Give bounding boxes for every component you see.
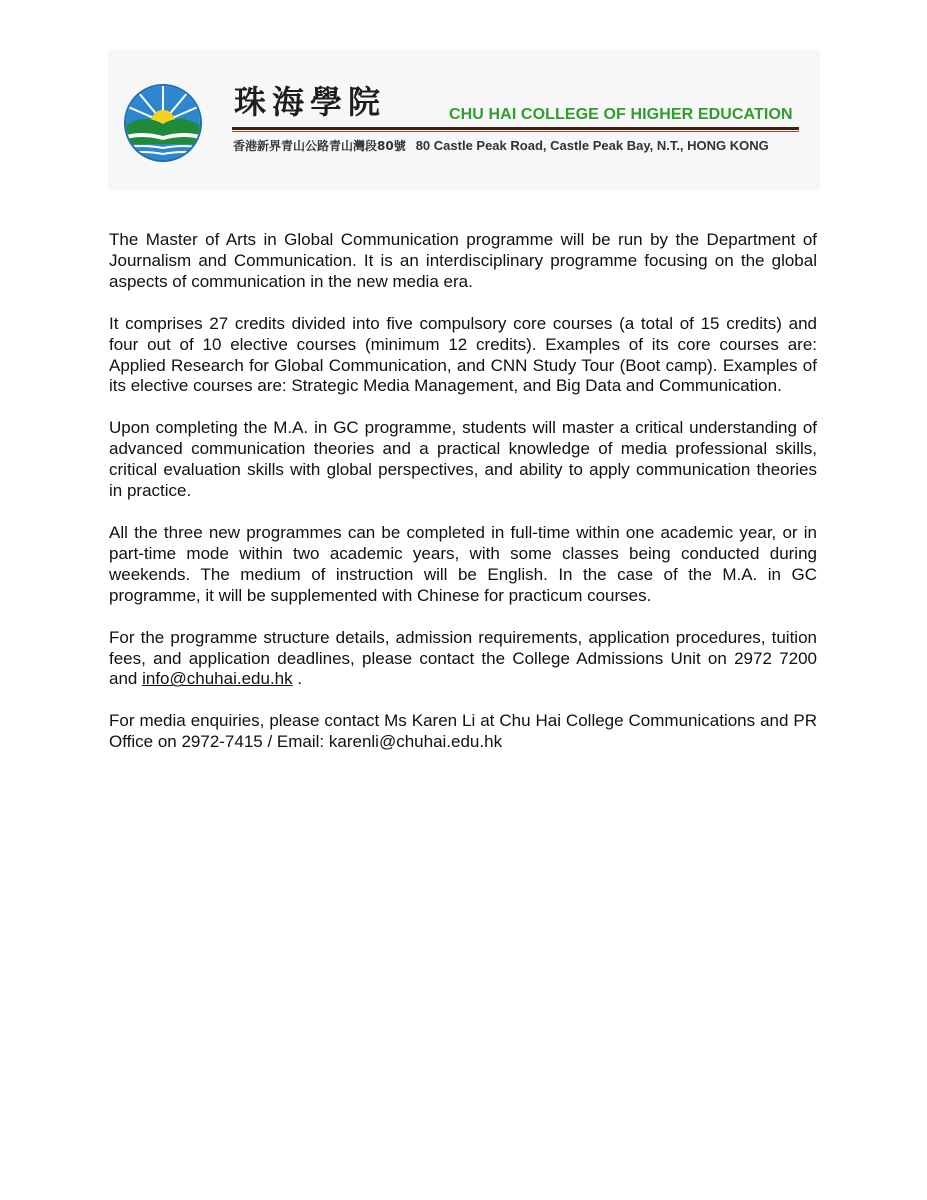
college-chinese-name: 珠海學院 [234,83,387,121]
paragraph-admissions-contact [109,628,817,691]
paragraph-credits: It comprises 27 credits divided into five compulsory core courses (a total of 15 credits) and four out of 10 elective courses (minimum 12 credits). Examples of its core courses are: Applied Research for Global Communication, and CNN Study Tour (Boot camp). Examples of its elective courses are: Strategic Media Management, and Big Data and Communication. [109,313,817,396]
address-english: 80 Castle Peak Road, Castle Peak Bay, N.T., HONG KONG [415,138,769,153]
paragraph-programme-intro: The Master of Arts in Global Communication programme will be run by the Department of Journalism and Communication. It is an interdisciplinary programme focusing on the global aspects of communication in the new media era. [109,230,817,291]
letterhead-divider-accent [232,131,799,132]
college-logo-icon [122,82,204,164]
admissions-contact-end: . [292,669,303,689]
college-address [233,139,769,152]
paragraph-study-mode: All the three new programmes can be completed in full-time within one academic year, or in part-time mode within two academic years, with some classes being conducted during weekends. The medium of instruction will be English. In the case of the M.A. in GC programme, it will be supplemented with Chinese for practicum courses. [109,522,817,605]
college-english-name: CHU HAI COLLEGE OF HIGHER EDUCATION [449,106,793,123]
paragraph-outcomes: Upon completing the M.A. in GC programme, students will master a critical understanding of advanced communication theories and a practical knowledge of media professional skills, critical evaluation skills with global perspectives, and ability to apply communication theories in practice. [109,418,817,501]
admissions-contact-text: For the programme structure details, admission requirements, application procedures, tuition fees, and application deadlines, please contact the College Admissions Unit on 2972 7200 and [109,627,817,689]
admissions-email-link[interactable]: info@chuhai.edu.hk [142,669,293,689]
document-body [109,230,817,774]
letterhead-divider [232,127,799,130]
address-chinese: 香港新界青山公路青山灣段80號 [233,139,406,153]
paragraph-media-enquiries: For media enquiries, please contact Ms Karen Li at Chu Hai College Communications and PR Office on 2972-7415 / Email: karenli@chuhai.edu.hk [109,711,817,752]
